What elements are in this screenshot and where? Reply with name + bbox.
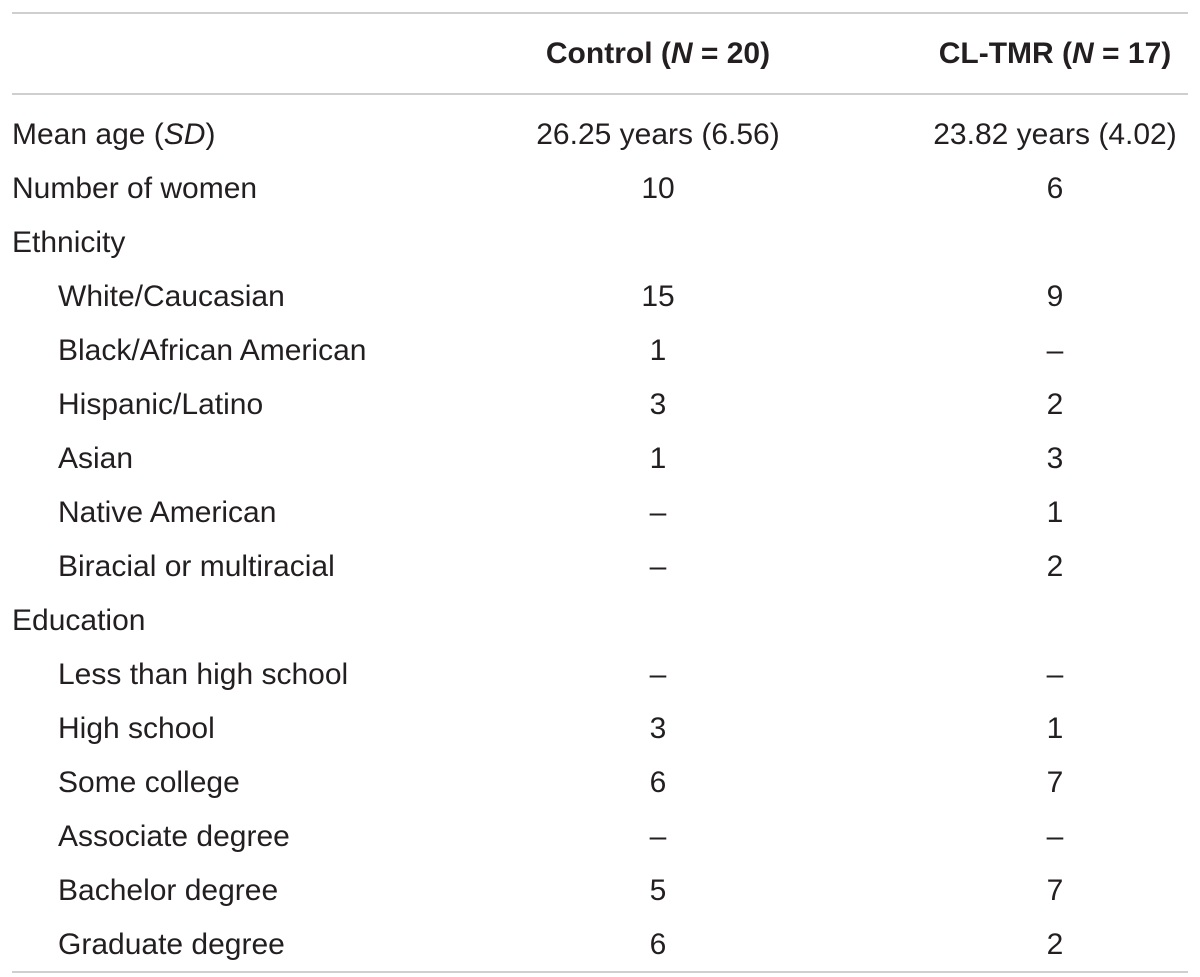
cl-tmr-value: 1: [1046, 712, 1064, 745]
cl-tmr-value: 1: [1046, 496, 1064, 529]
row-label: Number of women: [12, 172, 258, 205]
table-row: [0, 864, 1200, 918]
row-label: Native American: [58, 496, 277, 529]
table-body: [0, 108, 1200, 972]
header-text: CL-TMR (: [938, 37, 1073, 70]
column-header-cl-tmr: [880, 32, 1200, 76]
row-label: Bachelor degree: [58, 874, 279, 907]
header-n-symbol: N: [670, 37, 693, 70]
table-row: [0, 540, 1200, 594]
control-value: 1: [649, 442, 667, 475]
control-value: 6: [649, 928, 667, 961]
control-value: 3: [649, 712, 667, 745]
control-value: 1: [649, 334, 667, 367]
cl-tmr-value: 23.82 years (4.02): [933, 118, 1177, 151]
row-label: Hispanic/Latino: [58, 388, 264, 421]
cl-tmr-value: 7: [1046, 766, 1064, 799]
control-value: 3: [649, 388, 667, 421]
row-label-text: Mean age (: [12, 118, 164, 151]
row-label: Asian: [58, 442, 134, 475]
table-header-rule: [12, 93, 1188, 95]
row-label: Education: [12, 604, 146, 637]
table-row: [0, 216, 1200, 270]
header-text: Control (: [545, 37, 671, 70]
table-row-mean-age: [0, 108, 1200, 162]
header-n-value: = 17): [1093, 37, 1172, 70]
row-label: Some college: [58, 766, 240, 799]
table-row: [0, 432, 1200, 486]
table-row: [0, 594, 1200, 648]
row-label: Ethnicity: [12, 226, 126, 259]
table-row: [0, 270, 1200, 324]
table-row: [0, 378, 1200, 432]
header-n-symbol: N: [1072, 37, 1094, 70]
cl-tmr-value: 2: [1046, 550, 1064, 583]
table-row: [0, 162, 1200, 216]
column-header-control: [470, 32, 846, 76]
control-value: –: [649, 658, 667, 691]
control-value: 15: [641, 280, 675, 313]
header-n-value: = 20): [692, 37, 771, 70]
row-label: [12, 108, 215, 162]
cl-tmr-value: 2: [1046, 928, 1064, 961]
row-label: High school: [58, 712, 215, 745]
table-row: [0, 918, 1200, 972]
control-value: –: [649, 496, 667, 529]
control-value: –: [649, 550, 667, 583]
table-top-rule: [12, 12, 1188, 14]
cl-tmr-value: –: [1046, 658, 1064, 691]
row-label: Less than high school: [58, 658, 349, 691]
table-row: [0, 756, 1200, 810]
control-value: 26.25 years (6.56): [536, 118, 780, 151]
control-value: 6: [649, 766, 667, 799]
cl-tmr-value: 6: [1046, 172, 1064, 205]
row-label: Black/African American: [58, 334, 367, 367]
row-label: Graduate degree: [58, 928, 285, 961]
row-label: Associate degree: [58, 820, 290, 853]
cl-tmr-value: –: [1046, 334, 1064, 367]
table-row: [0, 810, 1200, 864]
table-row: [0, 486, 1200, 540]
table-bottom-rule: [12, 971, 1188, 973]
control-value: 5: [649, 874, 667, 907]
row-label-close: ): [205, 118, 216, 151]
table-row: [0, 324, 1200, 378]
row-label-sd: SD: [163, 118, 206, 151]
row-label: Biracial or multiracial: [58, 550, 335, 583]
cl-tmr-value: 7: [1046, 874, 1064, 907]
cl-tmr-value: 9: [1046, 280, 1064, 313]
cl-tmr-value: 3: [1046, 442, 1064, 475]
cl-tmr-value: –: [1046, 820, 1064, 853]
table-row: [0, 648, 1200, 702]
control-value: 10: [641, 172, 675, 205]
table-row: [0, 702, 1200, 756]
row-label: White/Caucasian: [58, 280, 285, 313]
control-value: –: [649, 820, 667, 853]
cl-tmr-value: 2: [1046, 388, 1064, 421]
